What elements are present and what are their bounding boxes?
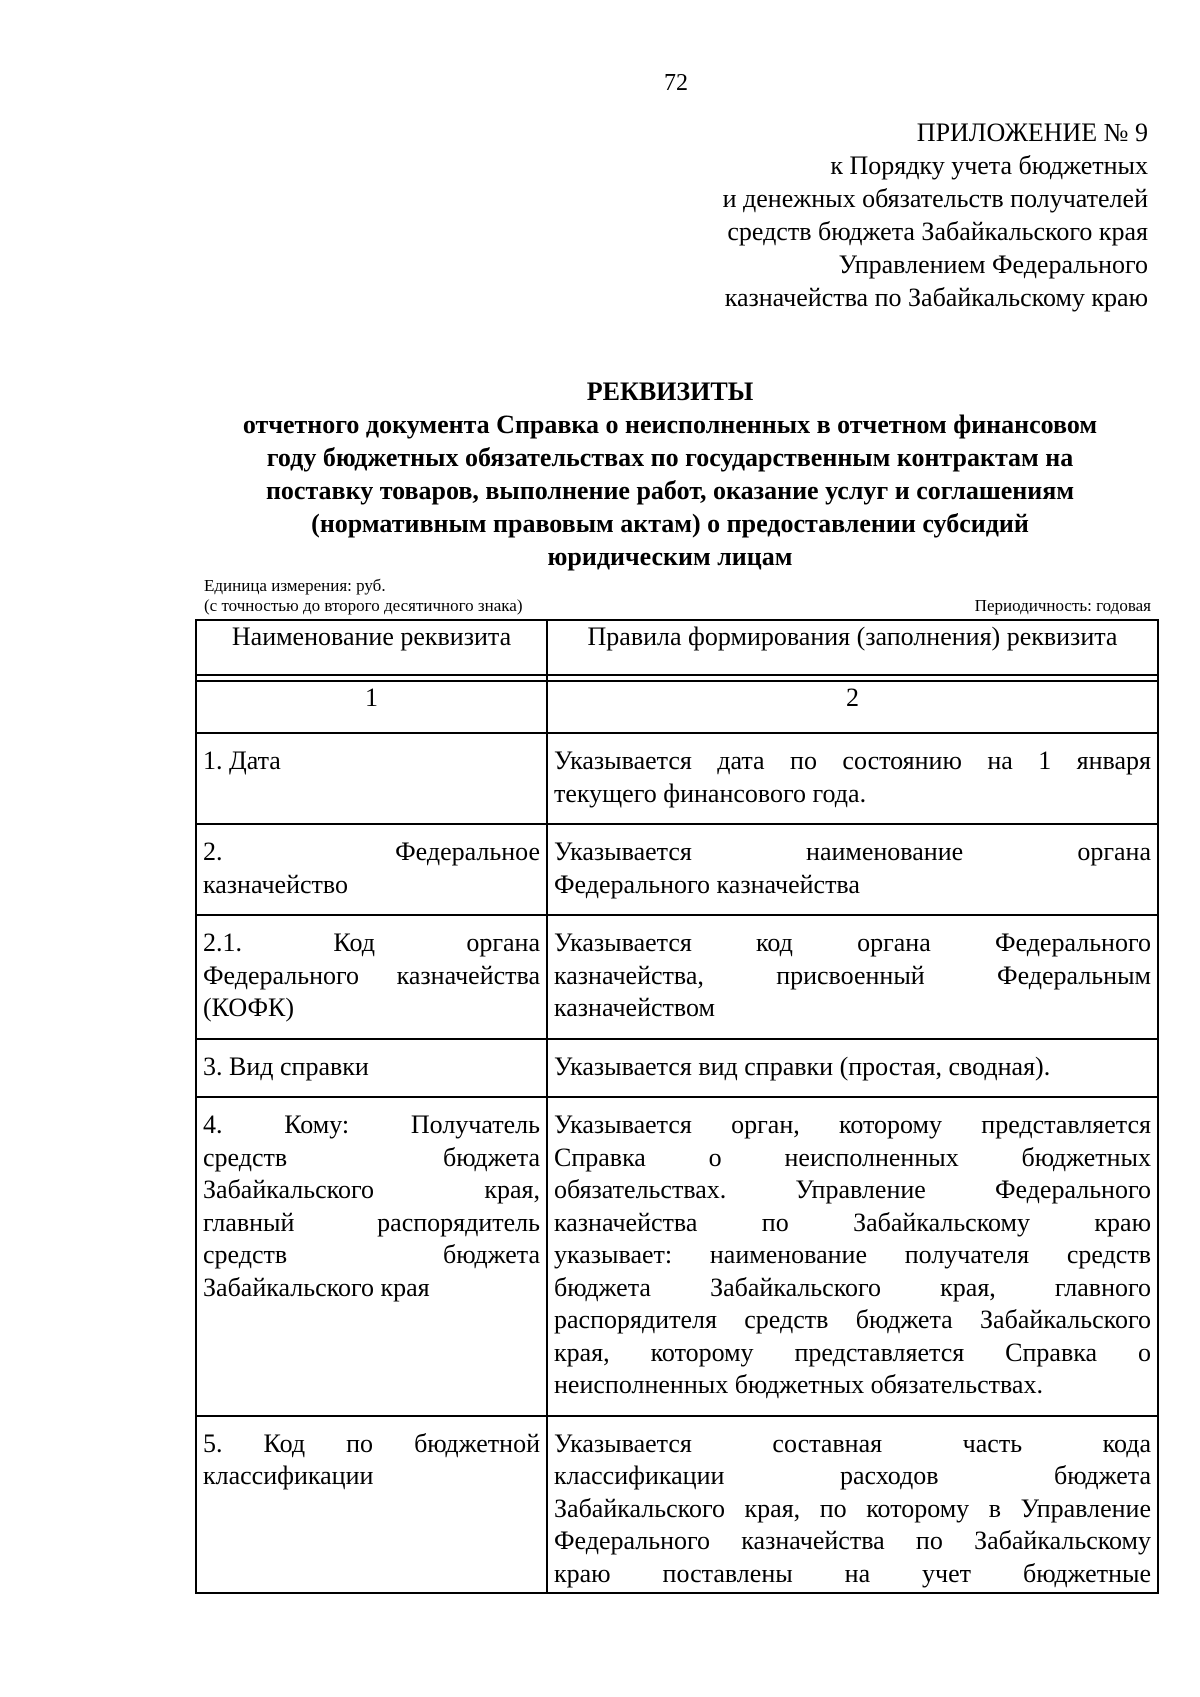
requisite-rule-cell xyxy=(547,1416,1158,1594)
requisite-name-cell xyxy=(196,1416,547,1594)
column-header-rule: Правила формирования (заполнения) реквизита xyxy=(547,620,1158,675)
requisite-name-cell xyxy=(196,733,547,824)
requisite-rule-line: Указывается орган, которому представляется xyxy=(554,1110,1151,1139)
title-line: (нормативным правовым актам) о предоставлении субсидий xyxy=(311,509,1029,538)
title-line: году бюджетных обязательствах по государственным контрактам на xyxy=(266,443,1074,472)
requisite-name-line: Забайкальского края xyxy=(203,1272,430,1302)
requisite-name-cell xyxy=(196,915,547,1039)
units-note xyxy=(204,576,523,616)
requisite-rule-line: казначейства, присвоенный Федеральным xyxy=(554,960,1151,990)
requisite-rule-line: казначейства по Забайкальскому краю xyxy=(554,1207,1151,1237)
table-row xyxy=(196,1039,1158,1098)
appendix-line: Управлением Федерального xyxy=(838,250,1148,279)
column-header-name: Наименование реквизита xyxy=(196,620,547,675)
requisite-rule-line: текущего финансового года. xyxy=(554,778,867,808)
column-number: 1 xyxy=(196,681,547,733)
requisite-rule-line: Указывается наименование органа xyxy=(554,837,1151,866)
requisite-name-line: 5. Код по бюджетной xyxy=(203,1428,540,1458)
table-row xyxy=(196,824,1158,915)
table-body xyxy=(196,675,1158,1593)
requisite-rule-line: Указывается составная часть кода xyxy=(554,1428,1151,1458)
title-line: поставку товаров, выполнение работ, оказание услуг и соглашениям xyxy=(265,476,1075,505)
requisite-rule-line: краю поставлены на учет бюджетные xyxy=(554,1558,1151,1588)
requisite-rule-line: неисполненных бюджетных обязательствах. xyxy=(554,1370,1043,1399)
requisite-name-line: 2. Федеральное xyxy=(203,837,540,866)
requisite-rule-line: Указывается код органа Федерального xyxy=(554,928,1151,957)
requisite-rule-line: Федерального казначейства по Забайкальскому xyxy=(554,1526,1151,1555)
table-row xyxy=(196,915,1158,1039)
requisite-name-line: средств бюджета xyxy=(203,1142,540,1172)
requisites-table xyxy=(195,619,1159,1594)
title-heading: РЕКВИЗИТЫ xyxy=(586,377,754,406)
requisite-name-cell xyxy=(196,1097,547,1416)
requisite-rule-cell xyxy=(547,915,1158,1039)
document-title xyxy=(185,375,1155,573)
title-line: отчетного документа Справка о неисполненных в отчетном финансовом xyxy=(242,410,1098,439)
requisite-name-line: главный распорядитель xyxy=(203,1207,540,1237)
requisite-rule-cell xyxy=(547,1097,1158,1416)
appendix-header xyxy=(508,116,1148,314)
requisite-name-line: Федерального казначейства xyxy=(203,960,540,990)
requisite-rule-line: края, которому представляется Справка о xyxy=(554,1337,1151,1367)
appendix-line: и денежных обязательств получателей xyxy=(722,184,1148,213)
requisite-rule-line: Указывается вид справки (простая, сводная). xyxy=(554,1051,1051,1081)
requisite-name-line: 2.1. Код органа xyxy=(203,928,540,957)
appendix-line: средств бюджета Забайкальского края xyxy=(727,217,1148,246)
title-line: юридическим лицам xyxy=(547,542,793,571)
appendix-line: казначейства по Забайкальскому краю xyxy=(724,283,1148,312)
appendix-line: ПРИЛОЖЕНИЕ № 9 xyxy=(916,118,1148,147)
requisite-name-line: 4. Кому: Получатель xyxy=(203,1110,540,1139)
precision-label: (с точностью до второго десятичного знака) xyxy=(204,596,523,615)
column-number: 2 xyxy=(547,681,1158,733)
periodicity-label: Периодичность: годовая xyxy=(974,596,1151,615)
requisite-rule-line: распорядителя средств бюджета Забайкальского xyxy=(554,1305,1151,1334)
table-row xyxy=(196,1416,1158,1594)
requisite-rule-line: классификации расходов бюджета xyxy=(554,1461,1151,1490)
requisite-name-cell xyxy=(196,1039,547,1098)
requisite-rule-cell xyxy=(547,733,1158,824)
column-number-row xyxy=(196,681,1158,733)
page-number: 72 xyxy=(664,70,688,96)
requisite-rule-cell xyxy=(547,824,1158,915)
requisite-rule-line: казначейством xyxy=(554,993,715,1022)
requisite-rule-cell xyxy=(547,1039,1158,1098)
requisite-rule-line: Справка о неисполненных бюджетных xyxy=(554,1142,1151,1172)
appendix-line: к Порядку учета бюджетных xyxy=(830,151,1148,180)
unit-label: Единица измерения: руб. xyxy=(204,576,386,595)
table-header-row xyxy=(196,620,1158,675)
requisite-name-line: (КОФК) xyxy=(203,993,294,1022)
requisite-rule-line: Указывается дата по состоянию на 1 января xyxy=(554,746,1151,775)
requisite-rule-line: бюджета Забайкальского края, главного xyxy=(554,1272,1151,1302)
requisite-name-line: классификации xyxy=(203,1461,374,1490)
requisite-name-line: 1. Дата xyxy=(203,746,281,775)
table-row xyxy=(196,1097,1158,1416)
requisite-rule-line: обязательствах. Управление Федерального xyxy=(554,1175,1151,1204)
requisite-name-line: 3. Вид справки xyxy=(203,1051,369,1081)
requisite-name-line: средств бюджета xyxy=(203,1240,540,1269)
requisite-name-cell xyxy=(196,824,547,915)
requisite-name-line: казначейство xyxy=(203,869,348,899)
requisite-rule-line: Забайкальского края, по которому в Управление xyxy=(554,1493,1151,1523)
requisite-rule-line: Федерального казначейства xyxy=(554,869,860,899)
table-row xyxy=(196,733,1158,824)
requisite-rule-line: указывает: наименование получателя средств xyxy=(554,1240,1151,1269)
requisite-name-line: Забайкальского края, xyxy=(203,1175,540,1204)
